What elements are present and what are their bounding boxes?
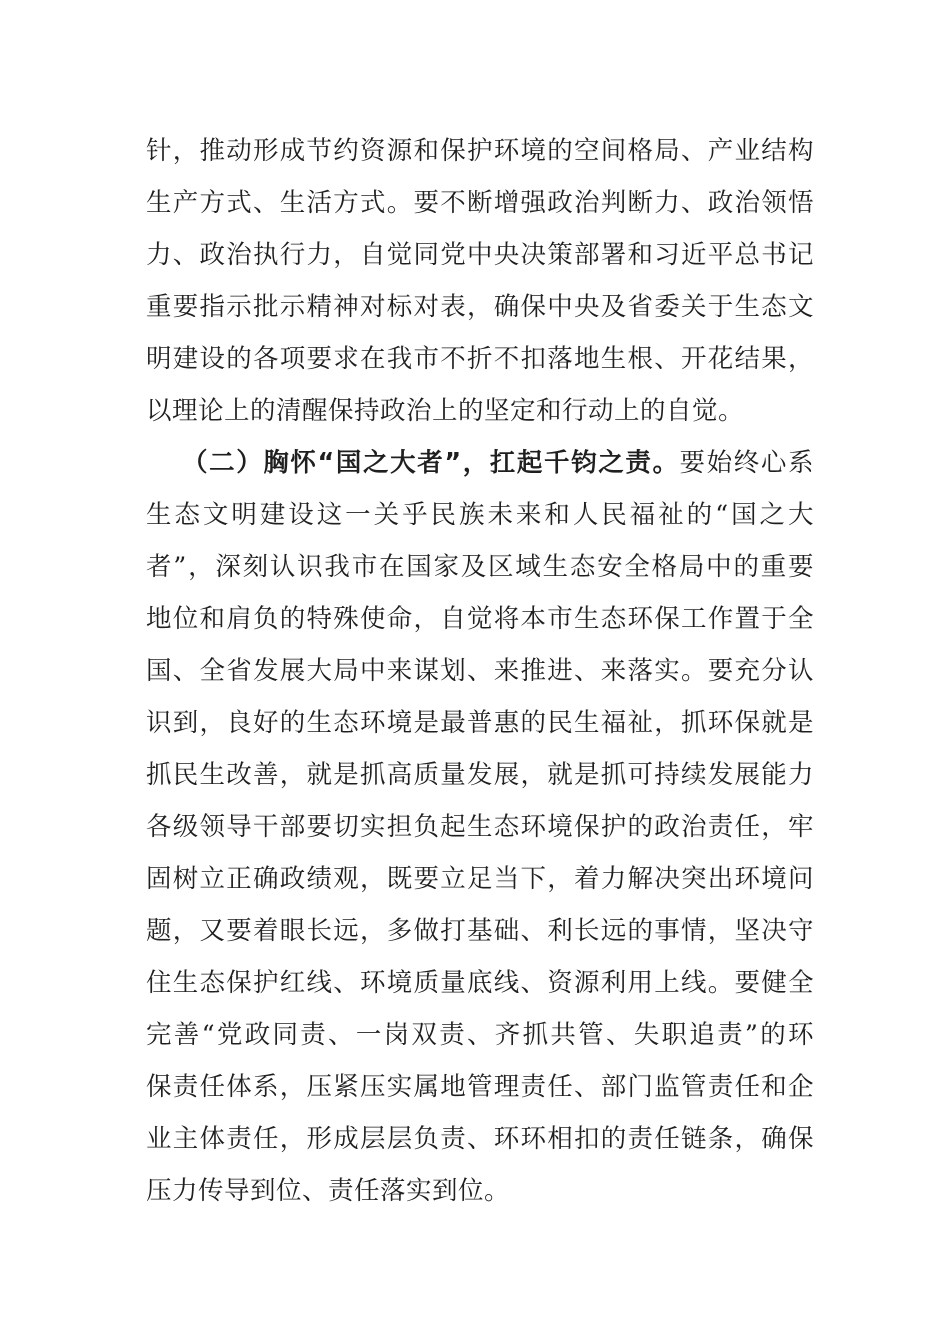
paragraph-line: 针，推动形成节约资源和保护环境的空间格局、产业结构: [146, 136, 814, 166]
paragraph-line: 国、全省发展大局中来谋划、来推进、来落实。要充分认: [146, 656, 814, 686]
paragraph-line: 保责任体系，压紧压实属地管理责任、部门监管责任和企: [146, 1072, 814, 1102]
paragraph-line: 完善“党政同责、一岗双责、齐抓共管、失职追责”的环: [146, 1020, 814, 1050]
paragraph-line: 者”，深刻认识我市在国家及区域生态安全格局中的重要: [146, 552, 814, 582]
paragraph-line: 识到，良好的生态环境是最普惠的民生福祉，抓环保就是: [146, 708, 814, 738]
section-paragraph: [146, 437, 814, 1217]
paragraph-line: 地位和肩负的特殊使命，自觉将本市生态环保工作置于全: [146, 604, 814, 634]
paragraph-line: 明建设的各项要求在我市不折不扣落地生根、开花结果，: [146, 344, 814, 374]
paragraph-line: 生产方式、生活方式。要不断增强政治判断力、政治领悟: [146, 188, 814, 218]
paragraph-first-line: [146, 437, 814, 489]
paragraph-line: 业主体责任，形成层层负责、环环相扣的责任链条，确保: [146, 1124, 814, 1154]
paragraph-line: 压力传导到位、责任落实到位。: [146, 1176, 511, 1206]
paragraph-line: 生态文明建设这一关乎民族未来和人民福祉的“国之大: [146, 500, 814, 530]
paragraph-line: 力、政治执行力，自觉同党中央决策部署和习近平总书记: [146, 240, 814, 270]
paragraph-continued: [146, 125, 814, 437]
paragraph-lead-text: 要始终心系: [679, 448, 814, 478]
paragraph-line: 住生态保护红线、环境质量底线、资源利用上线。要健全: [146, 968, 814, 998]
paragraph-line: 题，又要着眼长远，多做打基础、利长远的事情，坚决守: [146, 916, 814, 946]
paragraph-line: 以理论上的清醒保持政治上的坚定和行动上的自觉。: [146, 396, 745, 426]
section-heading: （二）胸怀“国之大者”，扛起千钧之责。: [182, 448, 680, 478]
paragraph-line: 重要指示批示精神对标对表，确保中央及省委关于生态文: [146, 292, 814, 322]
paragraph-line: 固树立正确政绩观，既要立足当下，着力解决突出环境问: [146, 864, 814, 894]
paragraph-line: 各级领导干部要切实担负起生态环境保护的政治责任，牢: [146, 812, 814, 842]
paragraph-line: 抓民生改善，就是抓高质量发展，就是抓可持续发展能力: [146, 760, 814, 790]
